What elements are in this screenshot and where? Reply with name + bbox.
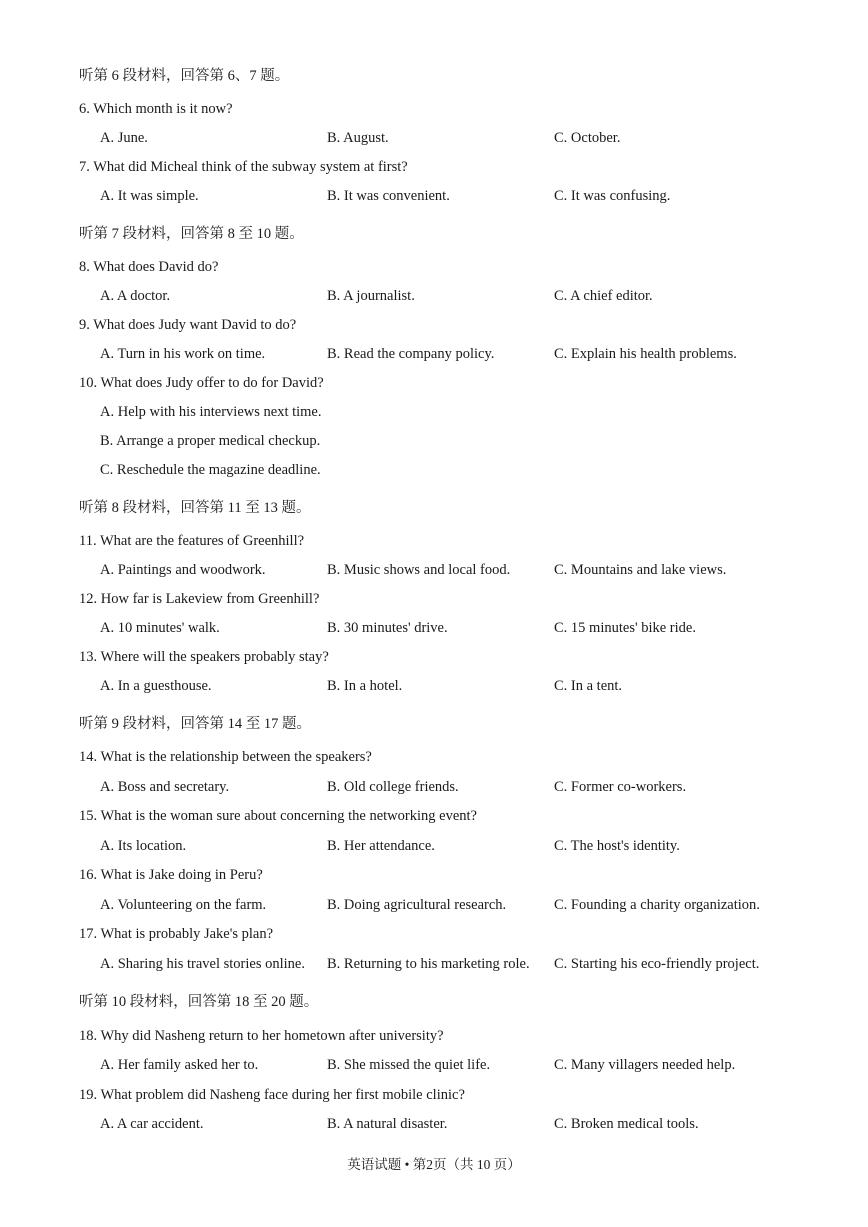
question-8-option-b: B. A journalist. xyxy=(327,288,415,304)
question-11-option-a: A. Paintings and woodwork. xyxy=(100,562,266,578)
question-19-stem: 19. What problem did Nasheng face during her first mobile clinic? xyxy=(79,1087,465,1103)
question-14-stem: 14. What is the relationship between the speakers? xyxy=(79,749,372,765)
section-header-6: 听第 6 段材料，回答第 6、7 题。 xyxy=(79,68,290,84)
section-header-8: 听第 8 段材料，回答第 11 至 13 题。 xyxy=(79,500,311,516)
question-7-option-a: A. It was simple. xyxy=(100,188,199,204)
question-7-option-c: C. It was confusing. xyxy=(554,188,671,204)
question-10-stem: 10. What does Judy offer to do for David? xyxy=(79,375,324,391)
section-header-10: 听第 10 段材料，回答第 18 至 20 题。 xyxy=(79,994,319,1010)
question-17-option-c: C. Starting his eco-friendly project. xyxy=(554,956,760,972)
question-16-option-b: B. Doing agricultural research. xyxy=(327,897,507,913)
question-9-option-b: B. Read the company policy. xyxy=(327,346,495,362)
question-9-option-a: A. Turn in his work on time. xyxy=(100,346,266,362)
question-19-option-a: A. A car accident. xyxy=(100,1116,204,1132)
question-8-option-c: C. A chief editor. xyxy=(554,288,653,304)
question-13-option-c: C. In a tent. xyxy=(554,678,623,694)
question-17-stem: 17. What is probably Jake's plan? xyxy=(79,926,274,942)
question-11-option-c: C. Mountains and lake views. xyxy=(554,562,727,578)
question-16-option-c: C. Founding a charity organization. xyxy=(554,897,760,913)
question-15-option-a: A. Its location. xyxy=(100,838,187,854)
question-10-option-b: B. Arrange a proper medical checkup. xyxy=(100,433,321,449)
question-18-option-a: A. Her family asked her to. xyxy=(100,1057,259,1073)
question-11-option-b: B. Music shows and local food. xyxy=(327,562,511,578)
question-14-option-a: A. Boss and secretary. xyxy=(100,779,230,795)
question-9-stem: 9. What does Judy want David to do? xyxy=(79,317,297,333)
section-header-7: 听第 7 段材料，回答第 8 至 10 题。 xyxy=(79,226,304,242)
question-12-stem: 12. How far is Lakeview from Greenhill? xyxy=(79,591,320,607)
question-6-option-a: A. June. xyxy=(100,130,148,146)
question-9-option-c: C. Explain his health problems. xyxy=(554,346,737,362)
section-header-9: 听第 9 段材料，回答第 14 至 17 题。 xyxy=(79,716,311,732)
question-14-option-b: B. Old college friends. xyxy=(327,779,459,795)
question-17-option-b: B. Returning to his marketing role. xyxy=(327,956,530,972)
question-13-stem: 13. Where will the speakers probably stay? xyxy=(79,649,329,665)
question-8-stem: 8. What does David do? xyxy=(79,259,219,275)
question-6-option-c: C. October. xyxy=(554,130,621,146)
question-18-stem: 18. Why did Nasheng return to her hometown after university? xyxy=(79,1028,444,1044)
question-6-option-b: B. August. xyxy=(327,130,389,146)
question-19-option-c: C. Broken medical tools. xyxy=(554,1116,699,1132)
question-10-option-a: A. Help with his interviews next time. xyxy=(100,404,322,420)
question-15-option-b: B. Her attendance. xyxy=(327,838,435,854)
question-17-option-a: A. Sharing his travel stories online. xyxy=(100,956,305,972)
question-13-option-a: A. In a guesthouse. xyxy=(100,678,212,694)
question-16-option-a: A. Volunteering on the farm. xyxy=(100,897,267,913)
question-18-option-c: C. Many villagers needed help. xyxy=(554,1057,736,1073)
question-7-option-b: B. It was convenient. xyxy=(327,188,450,204)
page-footer: 英语试题 • 第2页（共 10 页） xyxy=(347,1157,521,1172)
question-11-stem: 11. What are the features of Greenhill? xyxy=(79,533,305,549)
question-8-option-a: A. A doctor. xyxy=(100,288,171,304)
question-18-option-b: B. She missed the quiet life. xyxy=(327,1057,491,1073)
question-14-option-c: C. Former co-workers. xyxy=(554,779,687,795)
question-19-option-b: B. A natural disaster. xyxy=(327,1116,448,1132)
question-15-option-c: C. The host's identity. xyxy=(554,838,680,854)
question-10-option-c: C. Reschedule the magazine deadline. xyxy=(100,462,321,478)
question-15-stem: 15. What is the woman sure about concerning the networking event? xyxy=(79,808,477,824)
question-13-option-b: B. In a hotel. xyxy=(327,678,403,694)
question-16-stem: 16. What is Jake doing in Peru? xyxy=(79,867,263,883)
question-12-option-c: C. 15 minutes' bike ride. xyxy=(554,620,696,636)
question-7-stem: 7. What did Micheal think of the subway system at first? xyxy=(79,159,408,175)
question-12-option-b: B. 30 minutes' drive. xyxy=(327,620,448,636)
question-6-stem: 6. Which month is it now? xyxy=(79,101,233,117)
question-12-option-a: A. 10 minutes' walk. xyxy=(100,620,220,636)
